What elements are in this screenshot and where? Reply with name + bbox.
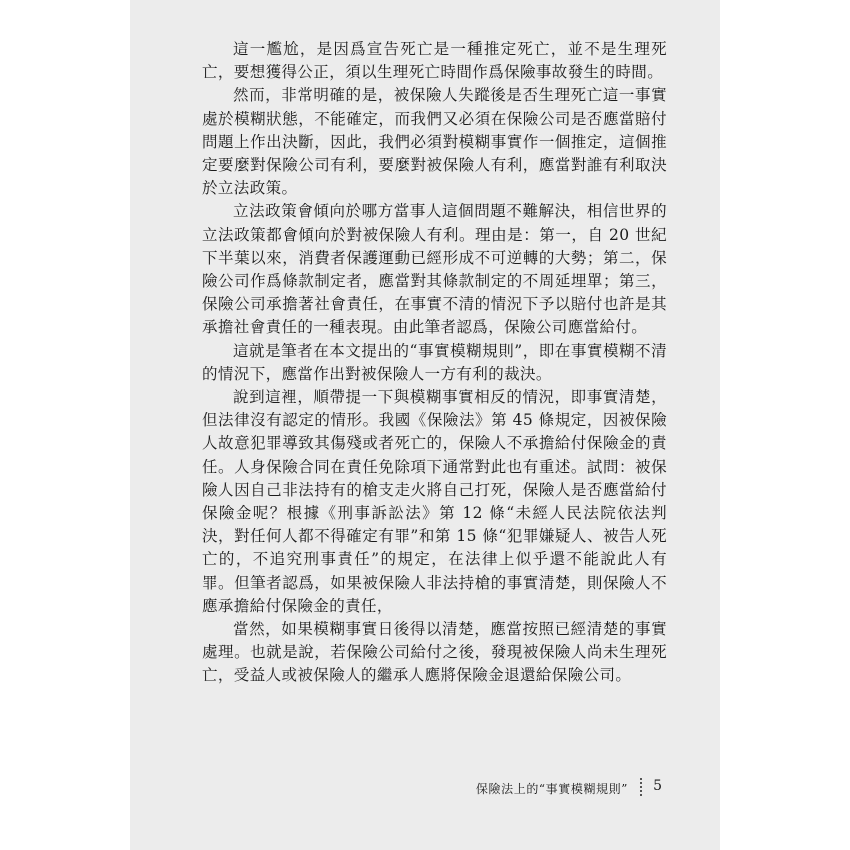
paragraph-6: 當然，如果模糊事實日後得以清楚，應當按照已經清楚的事實處理。也就是說，若保險公司給付之後，發現被保險人尚未生理死亡，受益人或被保險人的繼承人應將保險金退還給保險公司。 [202,620,667,685]
footer-divider [640,778,642,796]
paragraph-1: 這一尷尬，是因爲宣告死亡是一種推定死亡，並不是生理死亡，要想獲得公正，須以生理死亡時間作爲保險事故發生的時間。 [202,40,667,82]
page-footer [460,778,690,798]
paragraph-5: 說到這裡，順帶提一下與模糊事實相反的情況，即事實清楚，但法律沒有認定的情形。我國《保險法》第 45 條規定，因被保險人故意犯罪導致其傷殘或者死亡的，保險人不承擔給付保險金的責任。人身保險合同在責任免除項下通常對此也有重述。試問：被保險人因自己非法持有的槍支走火將自己打死，保險人是否應當給付保險金呢？根據《刑事訴訟法》第 12 條“未經人民法院依法判決，對任何人都不得確定有罪”和第 15 條“犯罪嫌疑人、被告人死亡的，不追究刑事責任”的規定，在法律上似乎還不能說此人有罪。但筆者認爲，如果被保險人非法持槍的事實清楚，則保險人不應承擔給付保險金的責任， [202,388,667,615]
body-text [202,38,667,688]
page-number: 5 [653,778,662,794]
running-title: 保險法上的“事實模糊規則” [475,782,628,796]
paragraph-2: 然而，非常明確的是，被保險人失蹤後是否生理死亡這一事實處於模糊狀態，不能確定，而我們又必須在保險公司是否應當賠付問題上作出決斷，因此，我們必須對模糊事實作一個推定，這個推定要麼對保險公司有利，要麼對被保險人有利，應當對誰有利取決於立法政策。 [202,86,667,198]
paragraph-3: 立法政策會傾向於哪方當事人這個問題不難解決，相信世界的立法政策都會傾向於對被保險人有利。理由是：第一，自 20 世紀下半葉以來，消費者保護運動已經形成不可逆轉的大勢；第二，保險公司作爲條款制定者，應當對其條款制定的不周延埋單；第三，保險公司承擔著社會責任，在事實不清的情況下予以賠付也許是其承擔社會責任的一種表現。由此筆者認爲，保險公司應當給付。 [202,202,667,337]
book-page [130,0,720,850]
paragraph-4: 這就是筆者在本文提出的“事實模糊規則”，即在事實模糊不清的情況下，應當作出對被保險人一方有利的裁決。 [202,341,667,383]
